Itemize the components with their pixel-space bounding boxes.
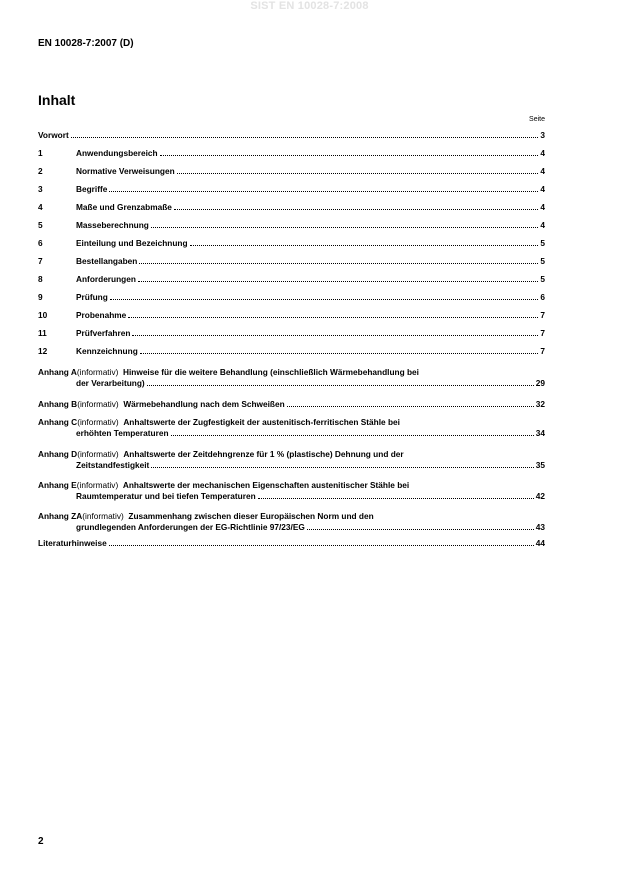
- toc-entry-line: [38, 184, 545, 195]
- toc-entry-line: [38, 274, 545, 285]
- annex-label: Anhang A: [38, 367, 77, 377]
- section-title: Prüfverfahren: [76, 328, 131, 338]
- section-number: 10: [38, 310, 48, 320]
- section-title: Kennzeichnung: [76, 346, 138, 356]
- annex-title-continued: Raumtemperatur und bei tiefen Temperaturen: [76, 491, 256, 501]
- toc-entry[interactable]: [38, 256, 545, 267]
- section-number: 7: [38, 256, 43, 266]
- annex-line-1: [38, 399, 545, 410]
- dot-leader: [140, 346, 539, 354]
- annex-title: Hinweise für die weitere Behandlung (einschließlich Wärmebehandlung bei: [123, 367, 419, 377]
- annex-title-continued: grundlegenden Anforderungen der EG-Richtlinie 97/23/EG: [76, 522, 305, 532]
- annex-line-2: [38, 522, 545, 533]
- dot-leader: [171, 428, 534, 436]
- toc-entry[interactable]: [38, 346, 545, 357]
- section-title: Maße und Grenzabmaße: [76, 202, 172, 212]
- toc-entry[interactable]: [38, 238, 545, 249]
- annex-informative-tag: (informativ): [76, 480, 119, 490]
- section-number: 9: [38, 292, 43, 302]
- toc-title: Inhalt: [38, 92, 76, 108]
- section-number: 1: [38, 148, 43, 158]
- toc-entry[interactable]: [38, 148, 545, 159]
- annex-line-2: [38, 378, 545, 389]
- toc-entry-line: [38, 238, 545, 249]
- dot-leader: [287, 399, 534, 407]
- page-ref: 29: [535, 378, 545, 388]
- toc-entry-line: [38, 346, 545, 357]
- annex-title: Anhaltswerte der Zeitdehngrenze für 1 % (plastische) Dehnung und der: [123, 449, 404, 459]
- section-title: Begriffe: [76, 184, 108, 194]
- annex-line-2: [38, 491, 545, 502]
- annex-label: Anhang B: [38, 399, 78, 409]
- dot-leader: [139, 256, 538, 264]
- dot-leader: [151, 460, 533, 468]
- toc-entry-line: [38, 220, 545, 231]
- toc-entry[interactable]: [38, 130, 545, 141]
- page-ref: 5: [540, 256, 545, 266]
- toc-entry-line: [38, 256, 545, 267]
- dot-leader: [174, 202, 538, 210]
- page-ref: 4: [540, 220, 545, 230]
- annex-entry[interactable]: [38, 480, 545, 502]
- annex-entry[interactable]: [38, 367, 545, 389]
- annex-informative-tag: (informativ): [82, 511, 124, 521]
- section-title: Probenahme: [76, 310, 127, 320]
- annex-line-1: [38, 480, 545, 491]
- toc-entry[interactable]: [38, 184, 545, 195]
- page-number: 2: [38, 836, 44, 847]
- dot-leader: [307, 522, 534, 530]
- section-number: 4: [38, 202, 43, 212]
- page-ref: 4: [540, 148, 545, 158]
- toc-entry-line: [38, 538, 545, 549]
- page-ref: 35: [535, 460, 545, 470]
- dot-leader: [147, 378, 534, 386]
- annex-title: Wärmebehandlung nach dem Schweißen: [123, 399, 285, 409]
- annex-informative-tag: (informativ): [77, 449, 119, 459]
- section-number: 3: [38, 184, 43, 194]
- toc-entry-line: [38, 148, 545, 159]
- annex-line-2: [38, 460, 545, 471]
- page-ref: 7: [540, 346, 545, 356]
- page-ref: 6: [540, 292, 545, 302]
- annex-title: Zusammenhang zwischen dieser Europäischen Norm und den: [128, 511, 374, 521]
- dot-leader: [190, 238, 539, 246]
- section-title: Prüfung: [76, 292, 108, 302]
- section-title: Bestellangaben: [76, 256, 138, 266]
- annex-title: Anhaltswerte der Zugfestigkeit der austenitisch-ferritischen Stähle bei: [123, 417, 400, 427]
- annex-line-1: [38, 511, 545, 522]
- dot-leader: [71, 130, 539, 138]
- section-title: Literaturhinweise: [38, 538, 107, 548]
- section-number: 5: [38, 220, 43, 230]
- toc-entry-line: [38, 130, 545, 141]
- section-title: Masseberechnung: [76, 220, 149, 230]
- page-ref: 7: [540, 328, 545, 338]
- page-ref: 4: [540, 184, 545, 194]
- section-number: 12: [38, 346, 48, 356]
- page-ref: 4: [540, 166, 545, 176]
- section-number: 11: [38, 328, 47, 338]
- annex-entry[interactable]: [38, 417, 545, 439]
- dot-leader: [109, 538, 534, 546]
- annex-label: Anhang D: [38, 449, 78, 459]
- toc-entry[interactable]: [38, 166, 545, 177]
- annex-title: Anhaltswerte der mechanischen Eigenschaften austenitischer Stähle bei: [122, 480, 410, 490]
- annex-entry[interactable]: [38, 399, 545, 410]
- page-ref: 7: [540, 310, 545, 320]
- document-id: EN 10028-7:2007 (D): [38, 38, 134, 49]
- annex-title-continued: erhöhten Temperaturen: [76, 428, 169, 438]
- page-ref: 4: [540, 202, 545, 212]
- dot-leader: [151, 220, 539, 228]
- toc-entry-line: [38, 310, 545, 321]
- toc-entry[interactable]: [38, 328, 545, 339]
- dot-leader: [109, 184, 538, 192]
- page-ref: 34: [535, 428, 545, 438]
- annex-label: Anhang ZA: [38, 511, 83, 521]
- section-number: 2: [38, 166, 43, 176]
- dot-leader: [132, 328, 538, 336]
- toc-entry-line: [38, 166, 545, 177]
- annex-line-2: [38, 428, 545, 439]
- annex-line-1: [38, 417, 545, 428]
- annex-entry[interactable]: [38, 449, 545, 471]
- dot-leader: [138, 274, 538, 282]
- dot-leader: [160, 148, 539, 156]
- page-ref: 44: [535, 538, 545, 548]
- section-title: Einteilung und Bezeichnung: [76, 238, 188, 248]
- dot-leader: [128, 310, 538, 318]
- page-ref: 42: [535, 491, 545, 501]
- page-ref: 5: [540, 274, 545, 284]
- section-number: 6: [38, 238, 43, 248]
- page-ref: 32: [535, 399, 545, 409]
- annex-informative-tag: (informativ): [77, 399, 119, 409]
- annex-label: Anhang E: [38, 480, 77, 490]
- annex-label: Anhang C: [38, 417, 78, 427]
- dot-leader: [258, 491, 534, 499]
- dot-leader: [177, 166, 539, 174]
- section-title: Anwendungsbereich: [76, 148, 158, 158]
- annex-informative-tag: (informativ): [77, 417, 119, 427]
- toc-entry[interactable]: [38, 292, 545, 303]
- toc-entry[interactable]: [38, 274, 545, 285]
- toc-entry[interactable]: [38, 310, 545, 321]
- toc-entry[interactable]: [38, 202, 545, 213]
- dot-leader: [110, 292, 539, 300]
- annex-line-1: [38, 449, 545, 460]
- page-ref: 3: [540, 130, 545, 140]
- section-title: Normative Verweisungen: [76, 166, 175, 176]
- page-column-label: Seite: [529, 116, 545, 123]
- toc-entry-line: [38, 328, 545, 339]
- toc-entry-line: [38, 292, 545, 303]
- annex-title-continued: der Verarbeitung): [76, 378, 145, 388]
- watermark: SIST EN 10028-7:2008: [250, 0, 369, 12]
- section-number: 8: [38, 274, 43, 284]
- annex-entry[interactable]: [38, 511, 545, 533]
- annex-informative-tag: (informativ): [76, 367, 119, 377]
- toc-entry[interactable]: [38, 220, 545, 231]
- section-title: Anforderungen: [76, 274, 136, 284]
- annex-title-continued: Zeitstandfestigkeit: [76, 460, 150, 470]
- page-ref: 5: [540, 238, 545, 248]
- toc-entry-literature[interactable]: [38, 538, 545, 549]
- page-ref: 43: [535, 522, 545, 532]
- annex-line-1: [38, 367, 545, 378]
- toc-entry-line: [38, 202, 545, 213]
- section-title: Vorwort: [38, 130, 69, 140]
